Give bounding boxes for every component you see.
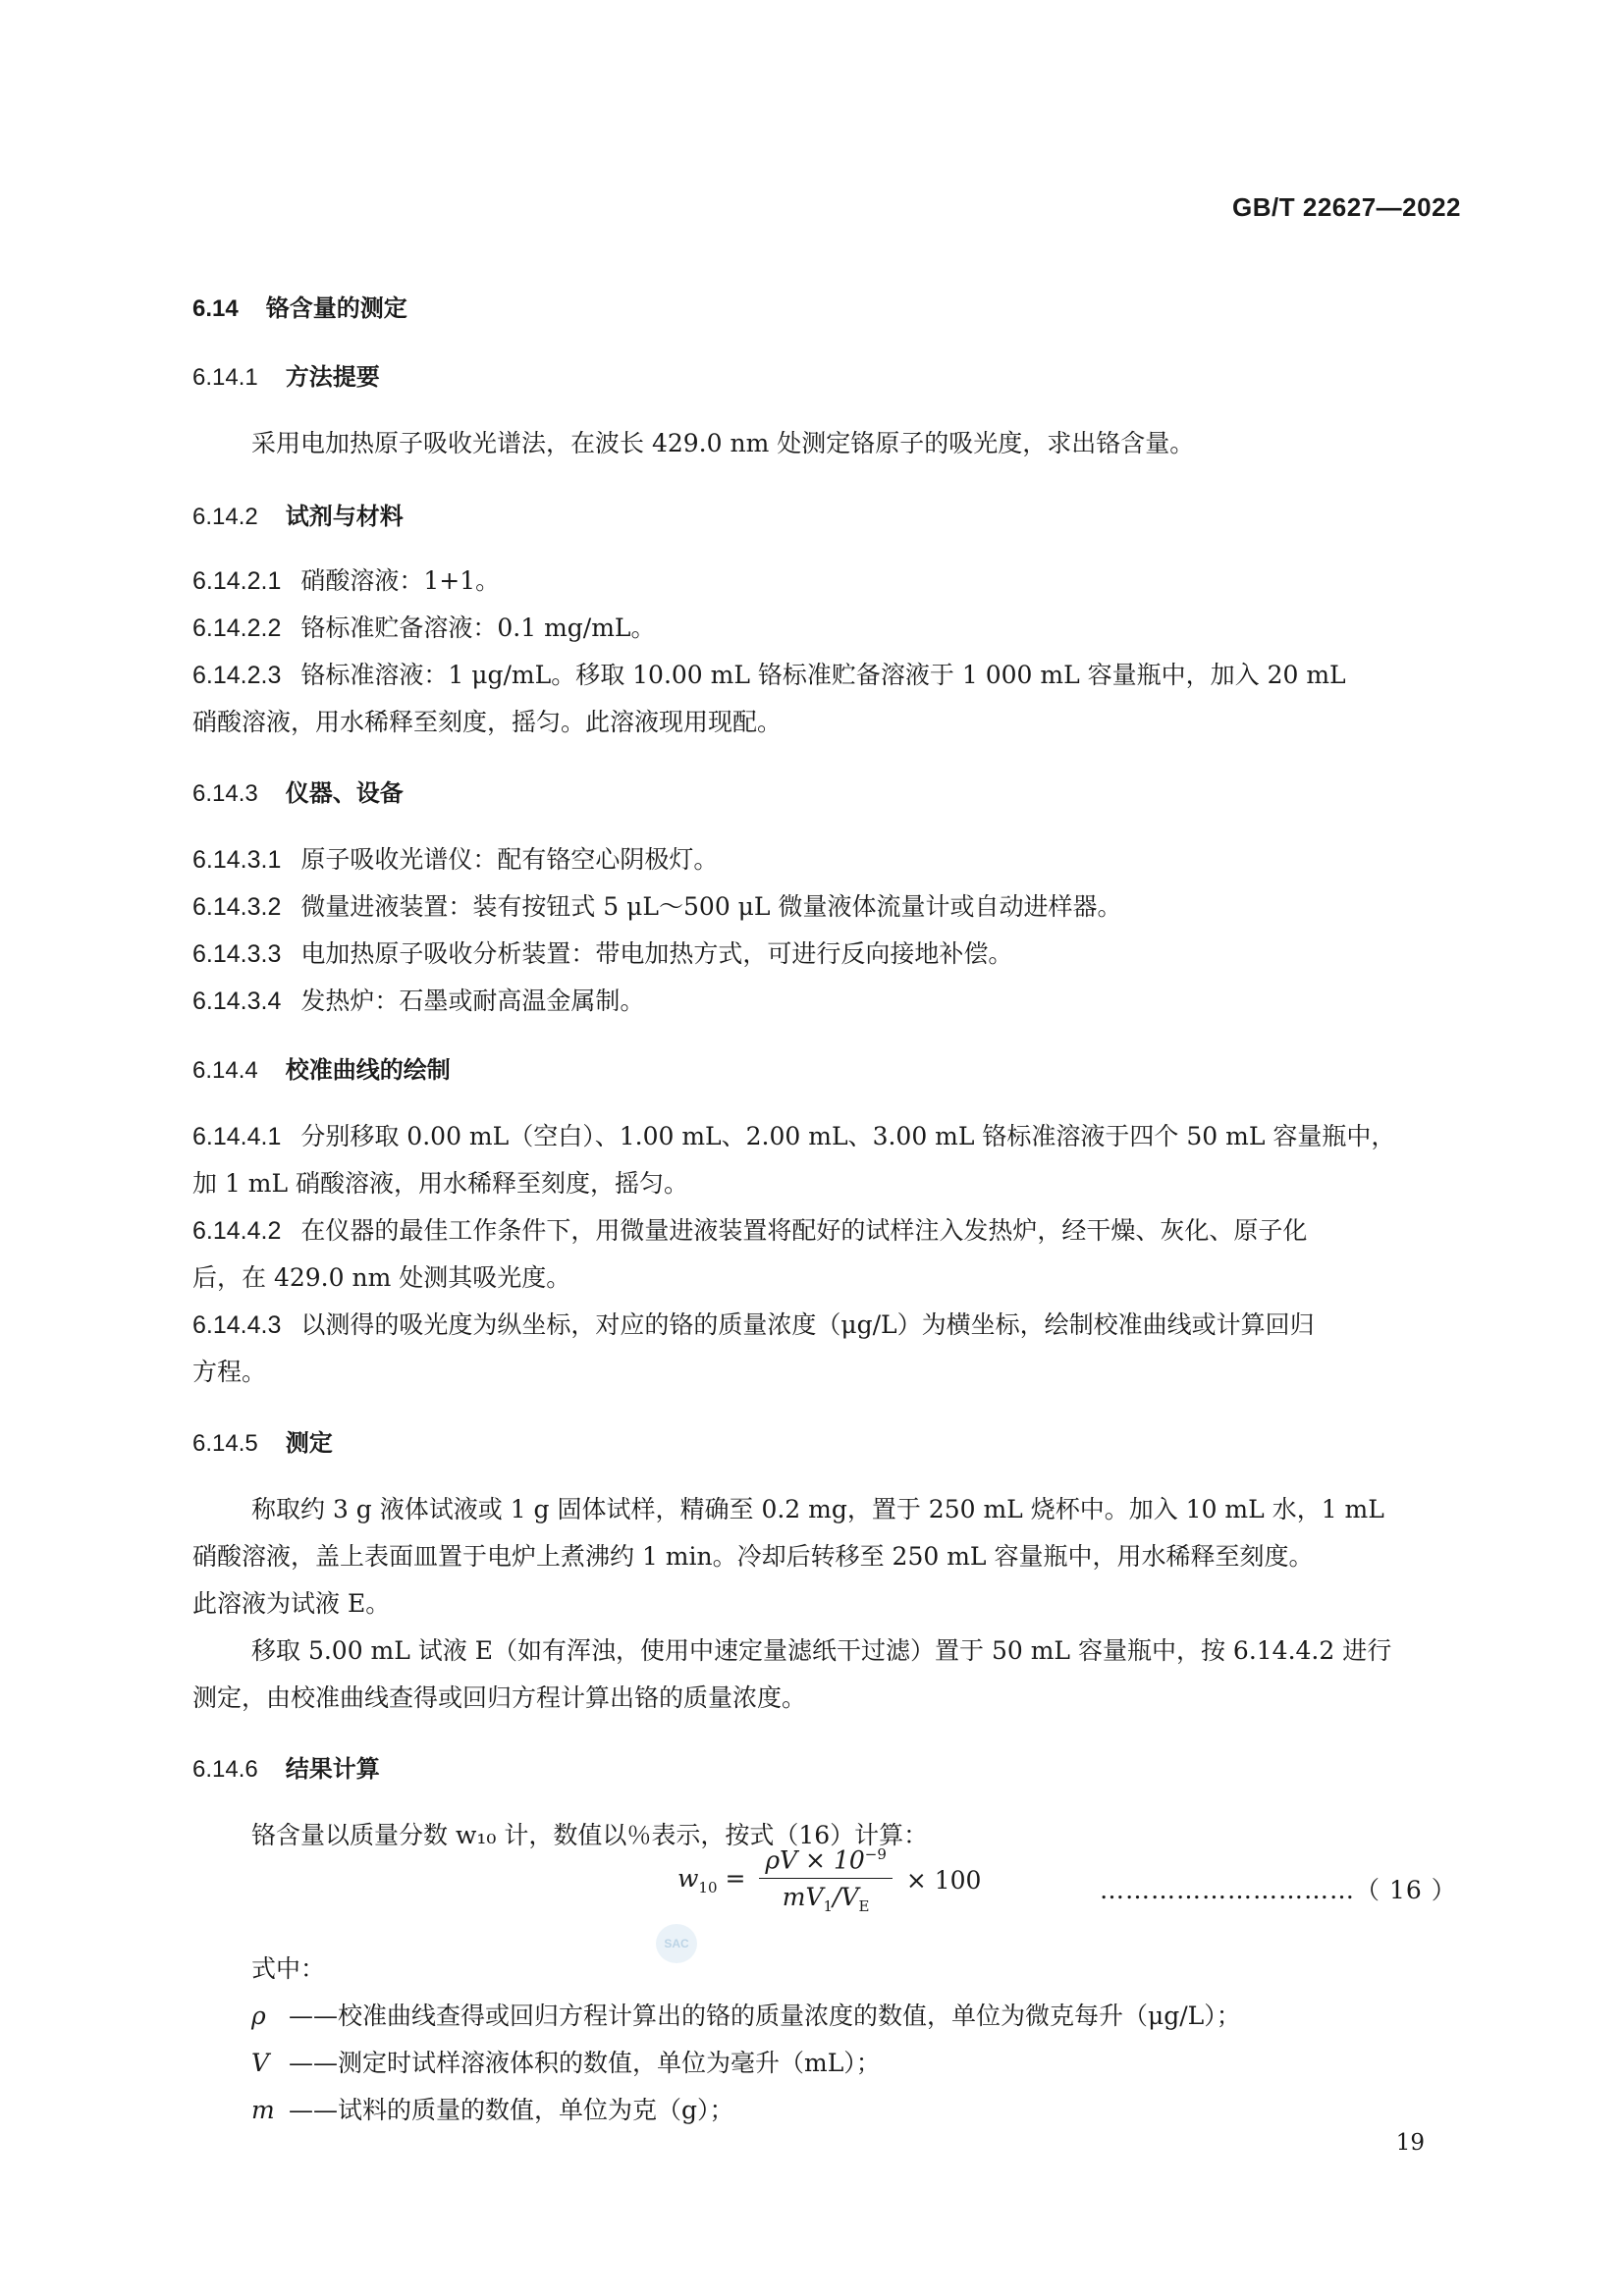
section-number: 6.14.6 (192, 1756, 258, 1783)
clause-number: 6.14.4.1 (192, 1123, 282, 1150)
formula-intro: 铬含量以质量分数 w₁₀ 计，数值以％表示，按式（16）计算： (251, 1821, 929, 1849)
section-heading-6-14-5 (192, 1425, 1461, 1461)
clause-text: 分别移取 0.00 mL（空白）、1.00 mL、2.00 mL、3.00 mL 铬标准溶液于四个 50 mL 容量瓶中， (300, 1122, 1396, 1150)
section-title: 方法提要 (285, 363, 380, 391)
section-title: 校准曲线的绘制 (285, 1056, 451, 1084)
clause-text: 发热炉：石墨或耐高温金属制。 (300, 987, 645, 1015)
equation-number: …………………………（ 16 ） (1100, 1876, 1457, 1904)
definition-rho (251, 1993, 1520, 2039)
clause-6-14-3-2 (192, 883, 1461, 931)
clause-text-continuation: 后，在 429.0 nm 处测其吸光度。 (192, 1263, 571, 1292)
section-heading-6-14-2 (192, 499, 1461, 534)
clause-6-14-2-2 (192, 605, 1461, 652)
definition-symbol: V (251, 2049, 270, 2077)
definition-m (251, 2087, 1520, 2133)
clause-6-14-4-1 (192, 1113, 1461, 1160)
paragraph-line: 硝酸溶液，盖上表面皿置于电炉上煮沸约 1 min。冷却后转移至 250 mL 容量瓶中，用水稀释至刻度。 (192, 1542, 1314, 1571)
clause-number: 6.14.3.3 (192, 940, 282, 968)
definition-text: ——校准曲线查得或回归方程计算出的铬的质量浓度的数值，单位为微克每升（μg/L）； (289, 2002, 1241, 2030)
definition-v (251, 2040, 1520, 2086)
clause-text: 以测得的吸光度为纵坐标，对应的铬的质量浓度（μg/L）为横坐标，绘制校准曲线或计算回归 (300, 1310, 1315, 1339)
clause-text-continuation: 加 1 mL 硝酸溶液，用水稀释至刻度，摇匀。 (192, 1169, 689, 1198)
section-number: 6.14.3 (192, 780, 258, 807)
paragraph-line: 测定，由校准曲线查得或回归方程计算出铬的质量浓度。 (192, 1683, 807, 1712)
clause-text: 硝酸溶液：1+1。 (300, 566, 501, 595)
sac-watermark: SAC (656, 1924, 697, 1963)
clause-number: 6.14.4.3 (192, 1311, 282, 1339)
section-title: 试剂与材料 (285, 503, 404, 530)
clause-number: 6.14.3.1 (192, 846, 282, 874)
clause-text-continuation: 硝酸溶液，用水稀释至刻度，摇匀。此溶液现用现配。 (192, 708, 783, 736)
clause-6-14-3-3 (192, 931, 1461, 978)
clause-text: 微量进液装置：装有按钮式 5 μL～500 μL 微量液体流量计或自动进样器。 (300, 892, 1122, 921)
section-title: 铬含量的测定 (265, 294, 407, 322)
section-heading-6-14-3 (192, 775, 1461, 811)
clause-6-14-2-3 (192, 652, 1461, 699)
section-heading-6-14-4 (192, 1052, 1461, 1088)
definition-text: ——测定时试样溶液体积的数值，单位为毫升（mL）； (289, 2049, 881, 2077)
section-number: 6.14.4 (192, 1057, 258, 1084)
section-number: 6.14.5 (192, 1430, 258, 1457)
clause-text: 铬标准溶液：1 μg/mL。移取 10.00 mL 铬标准贮备溶液于 1 000 mL 容量瓶中，加入 20 mL (300, 661, 1346, 689)
section-number: 6.14.2 (192, 504, 258, 530)
clause-6-14-4-2 (192, 1207, 1461, 1255)
definition-text: ——试料的质量的数值，单位为克（g）； (289, 2096, 734, 2124)
section-title: 结果计算 (285, 1755, 380, 1783)
section-number: 6.14.1 (192, 364, 258, 391)
clause-6-14-3-1 (192, 836, 1461, 883)
paragraph-line: 移取 5.00 mL 试液 E（如有浑浊，使用中速定量滤纸干过滤）置于 50 mL 容量瓶中，按 6.14.4.2 进行 (251, 1636, 1392, 1665)
paragraph-line: 称取约 3 g 液体试液或 1 g 固体试样，精确至 0.2 mg，置于 250 mL 烧杯中。加入 10 mL 水，1 mL (251, 1495, 1384, 1523)
clause-text-continuation: 方程。 (192, 1358, 267, 1386)
section-title: 仪器、设备 (285, 779, 404, 807)
clause-number: 6.14.3.2 (192, 893, 282, 921)
clause-text: 原子吸收光谱仪：配有铬空心阴极灯。 (300, 845, 719, 874)
formula-16: $w_{10}$ = $\frac{\rho V \times 10^{-9}}{mV_1/V_E}$ × 100 (677, 1845, 982, 1916)
where-label: 式中： (251, 1954, 326, 1983)
paragraph-line: 此溶液为试液 E。 (192, 1589, 391, 1618)
section-heading-6-14-6 (192, 1751, 1461, 1787)
page-number: 19 (1395, 2130, 1425, 2156)
definition-symbol: m (251, 2096, 275, 2124)
clause-number: 6.14.2.3 (192, 662, 282, 689)
paragraph-6-14-1: 采用电加热原子吸收光谱法，在波长 429.0 nm 处测定铬原子的吸光度，求出铬含量。 (251, 429, 1195, 457)
clause-text: 在仪器的最佳工作条件下，用微量进液装置将配好的试样注入发热炉，经干燥、灰化、原子化 (300, 1216, 1308, 1245)
clause-6-14-2-1 (192, 558, 1461, 605)
clause-text: 铬标准贮备溶液：0.1 mg/mL。 (300, 614, 656, 642)
clause-text: 电加热原子吸收分析装置：带电加热方式，可进行反向接地补偿。 (300, 939, 1013, 968)
clause-number: 6.14.3.4 (192, 988, 282, 1015)
section-heading-6-14-1 (192, 359, 1461, 395)
section-number: 6.14 (192, 295, 239, 322)
section-heading-6-14 (192, 291, 1461, 326)
standard-id: GB/T 22627—2022 (1232, 192, 1461, 222)
clause-number: 6.14.2.2 (192, 614, 282, 642)
clause-6-14-4-3 (192, 1302, 1461, 1349)
definition-symbol: ρ (251, 2002, 266, 2030)
section-title: 测定 (285, 1429, 333, 1457)
clause-number: 6.14.4.2 (192, 1217, 282, 1245)
clause-6-14-3-4 (192, 978, 1461, 1025)
clause-number: 6.14.2.1 (192, 567, 282, 595)
